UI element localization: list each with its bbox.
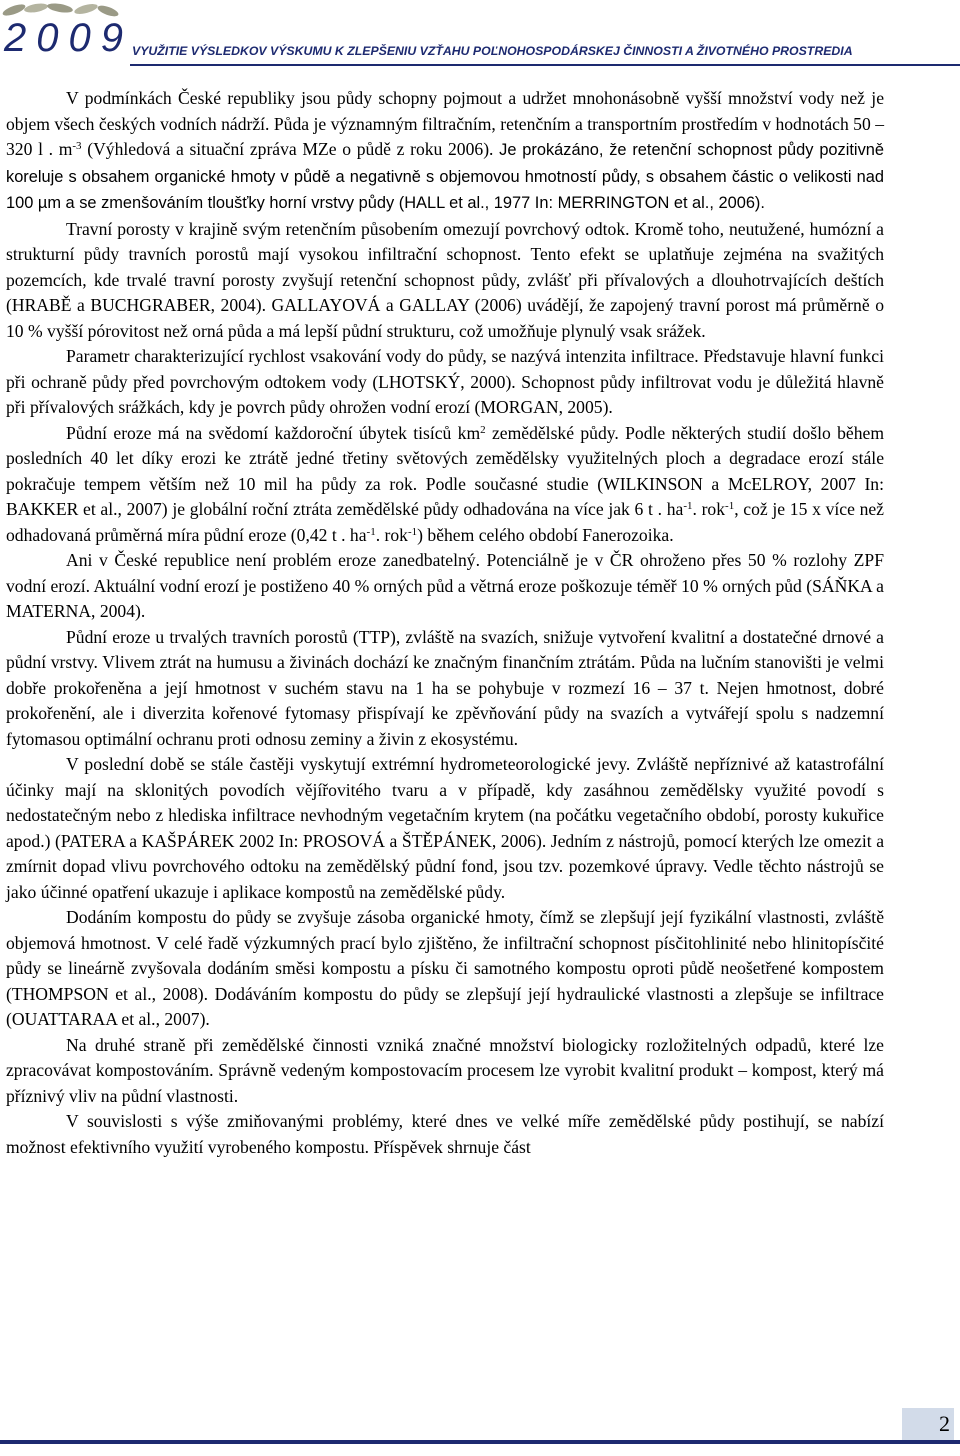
text-run: Dodáním kompostu do půdy se zvyšuje zásoba organické hmoty, čímž se zlepšují její fyzikální vlastnosti, zvláště objemová hmotnost. V celé řadě výzkumných prací bylo zjištěno, že infiltrační schopnost písčitohlinité nebo hlinitopísčité půdy se lineárně zvyšovala dodáním směsi kompostu a písku či samotného kompostu oproti půdě neošetřené kompostem (THOMPSON et al., 2008). Dodáváním kompostu do půdy se zlepšují její hydraulické vlastnosti a zlepšuje se infiltrace (OUATTARAA et al., 2007). [6, 907, 884, 1029]
paragraph-p10 [6, 1109, 884, 1160]
paragraph-p7 [6, 752, 884, 905]
superscript: -1 [683, 500, 693, 512]
text-run-sans: Je prokázáno, že retenční schopnost půdy pozitivně koreluje s obsahem organické hmoty v půdě a negativně s objemovou hmotností půdy, s obsahem částic o velikosti nad 100 µm a se zmenšováním tloušťky horní vrstvy půdy (HALL et al., 1977 In: MERRINGTON et al., 2006). [6, 141, 885, 212]
text-run: zemědělské půdy. Podle některých studií došlo během posledních 40 let díky erozi ke ztrátě jedné třetiny světových zemědělsky využitelných ploch a degradace erozí stále pokračuje tempem větším než 10 mil ha půdy za rok. Podle současné studie (WILKINSON a McELROY, 2007 In: BAKKER et al., 2007) je globální roční ztráta zemědělské půdy odhadována na více jak 6 t . ha [6, 422, 884, 519]
superscript: 2 [480, 423, 486, 436]
superscript: -1 [725, 500, 735, 512]
article-body [6, 86, 884, 1160]
paragraph-p3 [6, 344, 884, 421]
page-number: 2 [902, 1408, 954, 1440]
text-run: Půdní eroze má na svědomí každoroční úbytek tisíců km [66, 422, 481, 443]
text-run: Parametr charakterizující rychlost vsakování vody do půdy, se nazývá intenzita infiltrace. Představuje hlavní funkci při ochraně půdy před povrchovým odtokem vody (LHOTSKÝ, 2000). Schopnost půdy infiltrovat vodu je důležitá hlavně při přívalových srážkách, kdy je povrch půdy ohrožen vodní erozí (MORGAN, 2005). [6, 346, 884, 417]
text-run: Půdní eroze u trvalých travních porostů (TTP), zvláště na svazích, snižuje vytvoření kvalitní a dostatečné drnové a půdní vrstvy. Vlivem ztrát na humusu a živinách dochází ke značným finančním ztrátám. Půda na lučním stanovišti je velmi dobře prokořeněna a její hmotnost v suchém stavu na 1 ha se pohybuje v rozmezí 16 – 37 t. Nejen hmotnost, dobré prokořenění, ale i diverzita kořenové fytomasy přispívají ke zpěvňování půdy na svazích a vytvářejí spolu s nadzemní fytomasou optimální ochranu proti odnosu zeminy a živin z ekosystému. [6, 626, 884, 749]
paragraph-p1 [6, 86, 884, 217]
paragraph-p5 [6, 548, 884, 625]
text-run: (Výhledová a situační zpráva MZe o půdě z roku 2006). [81, 139, 500, 159]
footer-rule [0, 1440, 960, 1444]
page-header [0, 0, 960, 72]
text-run: Travní porosty v krajině svým retenčním působením omezují povrchový odtok. Kromě toho, neutužené, humózní a strukturní půdy travních porostů mají vysokou infiltrační schopnost. Tento efekt se uplatňuje zejména na svažitých pozemcích, kde trvalé travní porosty zvyšují retenční schopnost půdy, zvlášť při přívalových a dlouhotrvajících deštích (HRABĚ a BUCHGRABER, 2004). GALLAYOVÁ a GALLAY (2006) uvádějí, že zapojený travní porost má průměrně o 10 % vyšší pórovitost než orná půda a má lepší půdní strukturu, což umožňuje plynulý vsak srážek. [6, 218, 884, 341]
text-run: . rok [692, 499, 726, 519]
paragraph-p8 [6, 905, 884, 1033]
header-year: 2009 [4, 16, 133, 60]
superscript: -1 [407, 525, 418, 538]
paragraph-p6 [6, 625, 884, 753]
series-title: VYUŽITIE VÝSLEDKOV VÝSKUMU K ZLEPŠENIU VZŤAHU POĽNOHOSPODÁRSKEJ ČINNOSTI A ŽIVOTNÉHO PROSTREDIA [132, 44, 853, 58]
text-run: V souvislosti s výše zmiňovanými problémy, které dnes ve velké míře zemědělské půdy postihují, se nabízí možnost efektivního využití vyrobeného kompostu. Příspěvek shrnuje část [6, 1111, 884, 1157]
paragraph-p2 [6, 217, 884, 345]
text-run: ) během celého období Fanerozoika. [417, 524, 674, 545]
superscript: -3 [72, 140, 82, 152]
text-run: V poslední době se stále častěji vyskytují extrémní hydrometeorologické jevy. Zvláště nepříznivé až katastrofální účinky mají na sklonitých povodích vějířovitého tvaru a v případě, kdy zasáhnou zemědělsky využité povodí s nedostatečným nebo z hlediska infiltrace nevhodným vegetačním krytem (na počátku vegetačního období, porosty kukuřice apod.) (PATERA a KAŠPÁREK 2002 In: PROSOVÁ a ŠTĚPÁNEK, 2006). Jedním z nástrojů, pomocí kterých lze omezit a zmírnit dopad vlivu povrchového odtoku na zemědělský půdní fond, jsou tzv. pozemkové úpravy. Vedle těchto nástrojů se jako účinné opatření ukazuje i aplikace kompostů na zemědělské půdy. [6, 754, 884, 902]
text-run: . rok [375, 524, 408, 545]
text-run: Na druhé straně při zemědělské činnosti vzniká značné množství biologicky rozložitelných odpadů, které lze zpracovávat kompostováním. Správně vedeným kompostovacím procesem lze vyrobit kvalitní produkt – kompost, který má příznivý vliv na půdní vlastnosti. [6, 1034, 884, 1106]
text-run: Ani v České republice není problém eroze zanedbatelný. Potenciálně je v ČR ohroženo přes 50 % rozlohy ZPF vodní erozí. Aktuální vodní erozí je postiženo 40 % orných půd a větrná eroze poškozuje téměř 10 % orných půd (SÁŇKA a MATERNA, 2004). [6, 550, 884, 621]
paragraph-p9 [6, 1033, 884, 1110]
paragraph-p4 [6, 421, 884, 549]
text-run: , což je 15 x více než odhadovaná průměrná míra půdní eroze (0,42 t . ha [6, 499, 884, 545]
header-rule [130, 64, 960, 66]
text-run: V podmínkách České republiky jsou půdy schopny pojmout a udržet mnohonásobně vyšší množství vody než je objem všech českých vodních nádrží. Půda je významným filtračním, retenčním a transportním prostředím v hodnotách 50 – 320 l . m [6, 88, 884, 159]
superscript: -1 [366, 525, 376, 538]
